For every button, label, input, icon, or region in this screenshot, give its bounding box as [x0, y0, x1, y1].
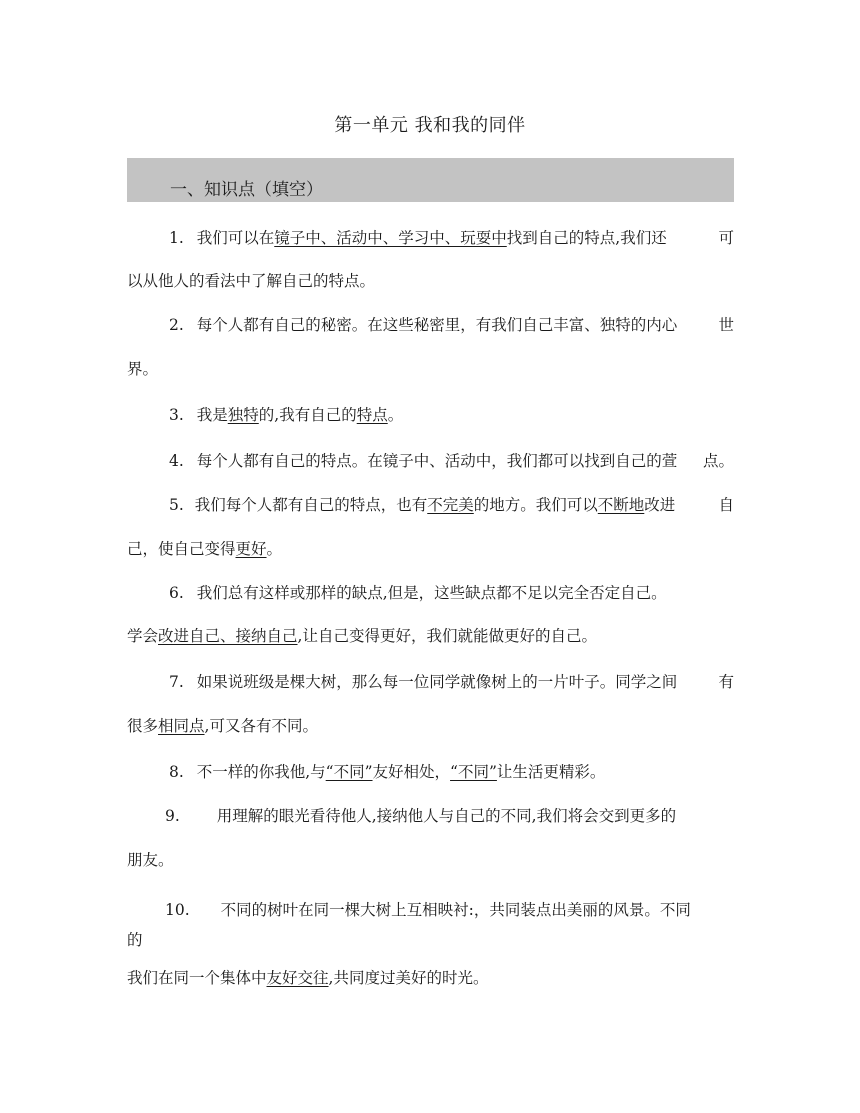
item-5-line-1: 5. 我们每个人都有自己的特点，也有不完美的地方。我们可以不断地改进 自	[169, 496, 734, 514]
item-2-line-2: 界。	[127, 360, 159, 378]
item-7-line-1: 7. 如果说班级是棵大树，那么每一位同学就像树上的一片叶子。同学之间 有	[169, 673, 734, 691]
item-number: 4.	[169, 452, 184, 470]
fill-answer: 不断地	[597, 496, 645, 514]
item-number: 9.	[165, 807, 180, 825]
section-heading: 一、知识点（填空）	[170, 180, 323, 200]
page-title: 第一单元 我和我的同伴	[334, 115, 526, 136]
item-number: 5.	[169, 496, 184, 514]
fill-answer: 更好	[235, 540, 267, 558]
item-number: 1.	[169, 229, 184, 247]
item-number: 6.	[169, 584, 184, 602]
item-7-line-2: 很多相同点,可又各有不同。	[127, 717, 318, 735]
item-number: 8.	[169, 763, 184, 781]
fill-answer: 镜子中、活动中、学习中、玩耍中	[274, 229, 507, 247]
item-5-line-2: 己，使自己变得更好。	[127, 540, 283, 558]
item-10-line-3: 我们在同一个集体中友好交往,共同度过美好的时光。	[127, 969, 489, 987]
fill-answer: 独特	[227, 406, 259, 424]
fill-answer: 改进自己、接纳自己	[158, 627, 298, 645]
item-number: 7.	[169, 673, 184, 691]
fill-answer: 特点	[356, 406, 388, 424]
item-10-line-1: 10. 不同的树叶在同一棵大树上互相映衬:，共同装点出美丽的风景。不同	[165, 901, 691, 919]
item-9-line-1: 9. 用理解的眼光看待他人,接纳他人与自己的不同,我们将会交到更多的	[165, 807, 677, 825]
item-8-line-1: 8. 不一样的你我他,与“不同”友好相处，“不同”让生活更精彩。	[169, 763, 606, 781]
item-1-line-2: 以从他人的看法中了解自己的特点。	[127, 272, 376, 290]
item-6-line-2: 学会改进自己、接纳自己,让自己变得更好，我们就能做更好的自己。	[127, 627, 597, 645]
item-number: 10.	[165, 901, 190, 919]
item-2-line-1: 2. 每个人都有自己的秘密。在这些秘密里，有我们自己丰富、独特的内心 世	[169, 316, 734, 334]
item-9-line-2: 朋友。	[127, 851, 174, 869]
item-number: 2.	[169, 316, 184, 334]
fill-answer: 不完美	[427, 496, 474, 514]
item-number: 3.	[169, 406, 184, 424]
item-10-line-2: 的	[127, 931, 143, 949]
item-6-line-1: 6. 我们总有这样或那样的缺点,但是，这些缺点都不足以完全否定自己。	[169, 584, 667, 602]
fill-answer: 友好交往	[266, 969, 329, 987]
fill-answer: “不同”	[450, 763, 497, 781]
section-header	[127, 158, 734, 202]
item-1-line-1: 1. 我们可以在镜子中、活动中、学习中、玩耍中找到自己的特点,我们还 可	[169, 229, 734, 247]
fill-answer: “不同”	[325, 763, 373, 781]
fill-answer: 相同点	[158, 717, 205, 735]
item-3-line-1: 3. 我是独特的,我有自己的特点。	[169, 406, 404, 424]
item-4-line-1: 4. 每个人都有自己的特点。在镜子中、活动中，我们都可以找到自己的萱 点。	[169, 452, 734, 470]
